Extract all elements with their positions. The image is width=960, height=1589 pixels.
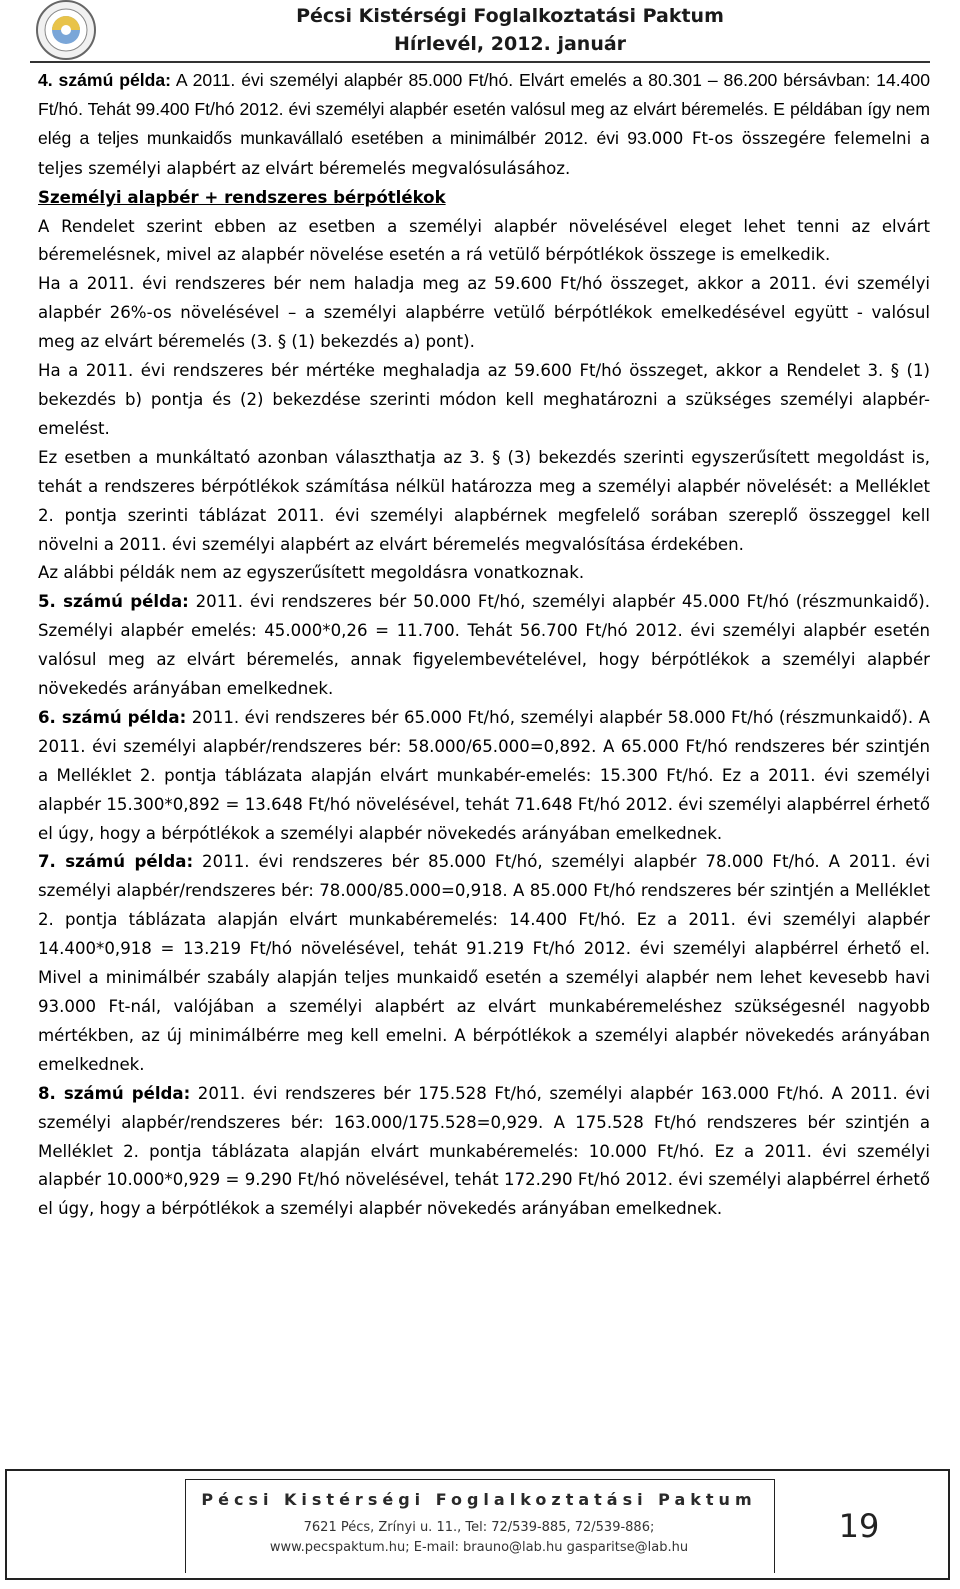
paragraph-example-7 xyxy=(38,848,930,1079)
article-body xyxy=(38,66,930,1224)
paktum-logo-icon xyxy=(30,0,102,62)
example-5-label: 5. számú példa: xyxy=(38,592,189,612)
header-subtitle: Hírlevél, 2012. január xyxy=(393,33,627,55)
example-7-text: 2011. évi rendszeres bér 85.000 Ft/hó, személyi alapbér 78.000 Ft/hó. A 2011. évi személyi alapbér/rendszeres bér: 78.000/85.000=0,918. A 85.000 Ft/hó rendszeres bér szintjén a Melléklet 2. pontja táblázata alapján elvárt munkabéremelés: 14.400 Ft/hó. Ez a 2011. évi személyi alapbér 14.400*0,918 = 13.219 Ft/hó növelésével, tehát 91.219 Ft/hó 2012. évi személyi alapbérrel érhető el. Mivel a minimálbér szabály alapján teljes munkaidő esetén a személyi alapbér nem lehet kevesebb havi 93.000 Ft-nál, valójában a személyi alapbért az elvárt munkabéremeléshez szükségesnél nagyobb mértékben, az új minimálbérre meg kell emelni. A bérpótlékok a személyi alapbér növekedés arányában emelkednek. xyxy=(38,852,930,1074)
page-footer xyxy=(5,1469,950,1580)
example-7-label: 7. számú példa: xyxy=(38,852,194,872)
paragraph-example-4 xyxy=(38,66,930,184)
paragraph-example-8 xyxy=(38,1080,930,1225)
paragraph-condition-2: Ha a 2011. évi rendszeres bér mértéke meghaladja az 59.600 Ft/hó összeget, akkor a Rendelet 3. § (1) bekezdés b) pontja és (2) bekezdése szerinti módon kell meghatározni a szükséges személyi alapbér-emelést. xyxy=(38,361,930,438)
header-title: Pécsi Kistérségi Foglalkoztatási Paktum xyxy=(296,5,724,27)
footer-address: 7621 Pécs, Zrínyi u. 11., Tel: 72/539-885, 72/539-886; xyxy=(303,1520,655,1535)
example-8-label: 8. számú példa: xyxy=(38,1083,191,1103)
footer-contact xyxy=(185,1518,773,1558)
example-4-tail: 000 Ft-os összegére felemelni a teljes személyi alapbért az elvárt béremelés megvalósulásához. xyxy=(38,128,930,178)
footer-title: Pécsi Kistérségi Foglalkoztatási Paktum xyxy=(201,1490,757,1509)
example-4-text: A 2011. évi személyi alapbér 85.000 Ft/hó. Elvárt emelés a 80.301 – 86.200 bérsávban: 14.400 Ft/hó. Tehát 99.400 Ft/hó 2012. évi személyi alapbér esetén valósul meg az elvárt béremelés. E példában így nem elég a teljes munkaidős munkavállaló esetében a minimálbér 2012. évi 93. xyxy=(38,70,930,148)
page-header xyxy=(0,0,960,62)
paragraph-example-6 xyxy=(38,704,930,849)
page-number: 19 xyxy=(838,1506,880,1545)
example-6-label: 6. számú példa: xyxy=(38,707,187,727)
paragraph-condition-1: Ha a 2011. évi rendszeres bér nem haladja meg az 59.600 Ft/hó összeget, akkor a 2011. évi személyi alapbér 26%-os növelésével – a személyi alapbérre vetülő bérpótlékok emelkedésével együtt - valósul meg az elvárt béremelés (3. § (1) bekezdés a) pont). xyxy=(38,274,930,352)
example-5-text: 2011. évi rendszeres bér 50.000 Ft/hó, személyi alapbér 45.000 Ft/hó (részmunkaidő). Személyi alapbér emelés: 45.000*0,26 = 11.700. Tehát 56.700 Ft/hó 2012. évi személyi alapbér esetén valósul meg az elvárt béremelés, annak figyelembevételével, hogy bérpótlékok a személyi alapbér növekedés arányában emelkednek. xyxy=(38,592,930,699)
example-4-label: 4. számú példa: xyxy=(38,70,172,90)
example-6-text: 2011. évi rendszeres bér 65.000 Ft/hó, személyi alapbér 58.000 Ft/hó (részmunkaidő). A 2011. évi személyi alapbér/rendszeres bér: 58.000/65.000=0,892. A 65.000 Ft/hó rendszeres bér szintjén a Melléklet 2. pontja táblázata alapján elvárt munkabér-emelés: 15.300 Ft/hó. Ez a 2011. évi személyi alapbér 15.300*0,892 = 13.648 Ft/hó növelésével, tehát 71.648 Ft/hó 2012. évi személyi alapbérrel érhető el úgy, hogy a bérpótlékok a személyi alapbér növekedés arányában emelkednek. xyxy=(38,707,930,843)
section-heading: Személyi alapbér + rendszeres bérpótlékok xyxy=(38,187,446,207)
header-divider xyxy=(30,61,930,63)
footer-links: www.pecspaktum.hu; E-mail: brauno@lab.hu gasparitse@lab.hu xyxy=(269,1540,689,1555)
example-8-text: 2011. évi rendszeres bér 175.528 Ft/hó, személyi alapbér 163.000 Ft/hó. A 2011. évi személyi alapbér/rendszeres bér: 163.000/175.528=0,929. A 175.528 Ft/hó rendszeres bér szintjén a Melléklet 2. pontja táblázata alapján elvárt munkabéremelés: 10.000 Ft/hó. Ez a 2011. évi személyi alapbér 10.000*0,929 = 9.290 Ft/hó növelésével, tehát 172.290 Ft/hó 2012. évi személyi alapbérrel érhető el úgy, hogy a bérpótlékok a személyi alapbér növekedés arányában emelkednek. xyxy=(38,1083,930,1219)
paragraph-simplified: Ez esetben a munkáltató azonban választhatja az 3. § (3) bekezdés szerinti egyszerűsített megoldást is, tehát a rendszeres bérpótlékok számítása nélkül határozza meg a személyi alapbér növelését: a Melléklet 2. pontja szerinti táblázat 2011. évi személyi alapbérnek megfelelő sorában szereplő összeggel kell növelni a 2011. évi személyi alapbért az elvárt béremelés megvalósítása érdekében. xyxy=(38,447,930,554)
paragraph-example-5 xyxy=(38,588,930,704)
paragraph-note: Az alábbi példák nem az egyszerűsített megoldásra vonatkoznak. xyxy=(38,563,585,583)
paragraph-rendelet: A Rendelet szerint ebben az esetben a személyi alapbér növelésével eleget lehet tenni az elvárt béremelésnek, mivel az alapbér növelése esetén a rá vetülő bérpótlékok összege is emelkedik. xyxy=(38,216,930,265)
